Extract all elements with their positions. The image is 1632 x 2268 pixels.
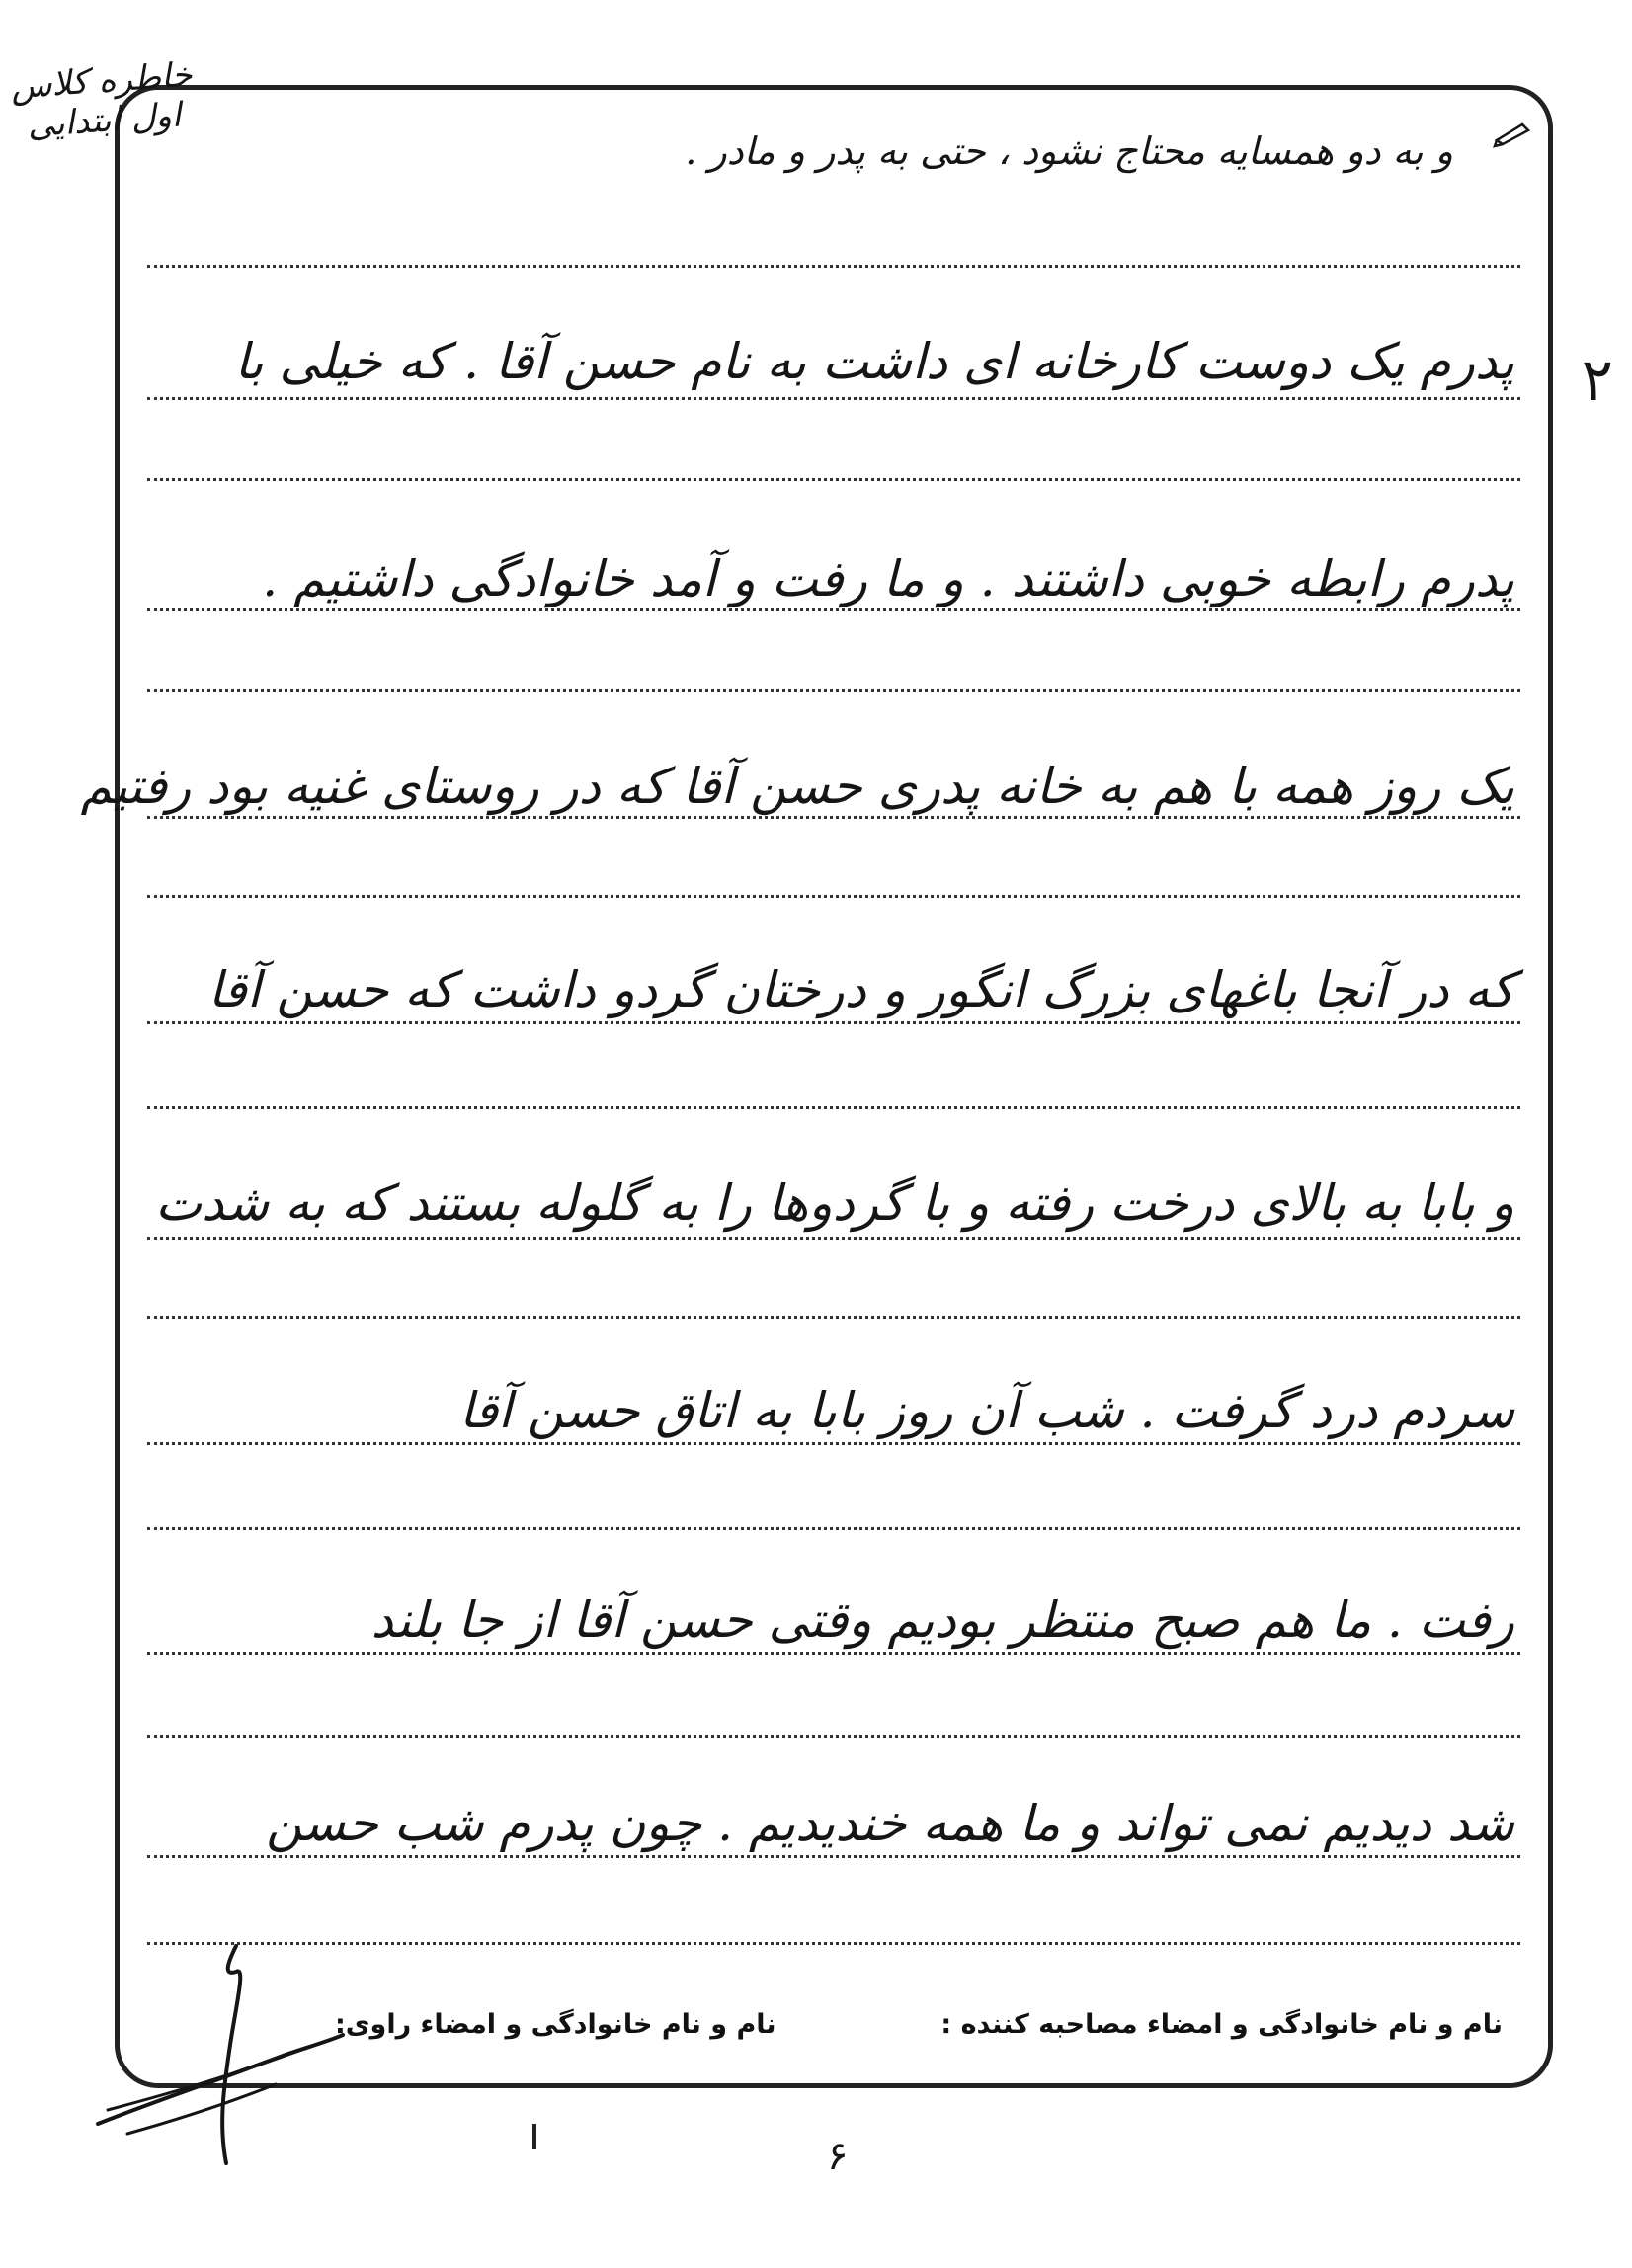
ruled-line xyxy=(148,1735,1521,1738)
ruled-line xyxy=(148,397,1521,400)
ruled-line xyxy=(148,1237,1521,1240)
stray-mark xyxy=(533,2124,537,2149)
ruled-line xyxy=(148,1942,1521,1945)
handwritten-line: سردم درد گرفت . شب آن روز بابا به اتاق حسن آقا xyxy=(460,1382,1515,1439)
handwritten-line: و به دو همسایه محتاج نشود ، حتی به پدر و مادر . xyxy=(686,129,1454,173)
handwritten-line: که در آنجا باغهای بزرگ انگور و درختان گردو داشت که حسن آقا xyxy=(208,961,1515,1018)
ruled-line xyxy=(148,1106,1521,1109)
ruled-line xyxy=(148,478,1521,481)
ruled-line xyxy=(148,689,1521,692)
ruled-line xyxy=(148,265,1521,268)
narrator-signature-label: نام و نام خانوادگی و امضاء راوی: xyxy=(336,2009,777,2040)
ruled-line xyxy=(148,1442,1521,1445)
ruled-line xyxy=(148,1021,1521,1024)
handwritten-line: رفت . ما هم صبح منتظر بودیم وقتی حسن آقا از جا بلند xyxy=(371,1591,1515,1649)
page-number: ۶ xyxy=(828,2134,850,2179)
ruled-line xyxy=(148,1652,1521,1655)
interviewer-signature-label: نام و نام خانوادگی و امضاء مصاحبه کننده : xyxy=(941,2009,1504,2040)
handwritten-line: شد دیدیم نمی تواند و ما همه خندیدیم . چون پدرم شب حسن xyxy=(267,1795,1515,1852)
ruled-line xyxy=(148,895,1521,898)
ruled-line xyxy=(148,608,1521,611)
ruled-line xyxy=(148,1527,1521,1530)
ruled-line xyxy=(148,816,1521,819)
section-number: ۲ xyxy=(1582,346,1614,415)
handwritten-line: پدرم یک دوست کارخانه ای داشت به نام حسن آقا . که خیلی با xyxy=(235,333,1515,390)
pen-icon xyxy=(1494,119,1533,148)
ruled-line xyxy=(148,1316,1521,1319)
margin-note: خاطره کلاس اول ابتدایی xyxy=(10,54,195,146)
handwritten-line: پدرم رابطه خوبی داشتند . و ما رفت و آمد خانوادگی داشتیم . xyxy=(263,550,1515,608)
handwritten-line: و بابا به بالای درخت رفته و با گردوها را به گلوله بستند که به شدت xyxy=(156,1174,1515,1232)
ruled-line xyxy=(148,1855,1521,1858)
handwritten-line: یک روز همه با هم به خانه پدری حسن آقا که در روستای غنیه بود رفتیم xyxy=(81,758,1515,815)
signature-drawing xyxy=(89,1936,346,2173)
